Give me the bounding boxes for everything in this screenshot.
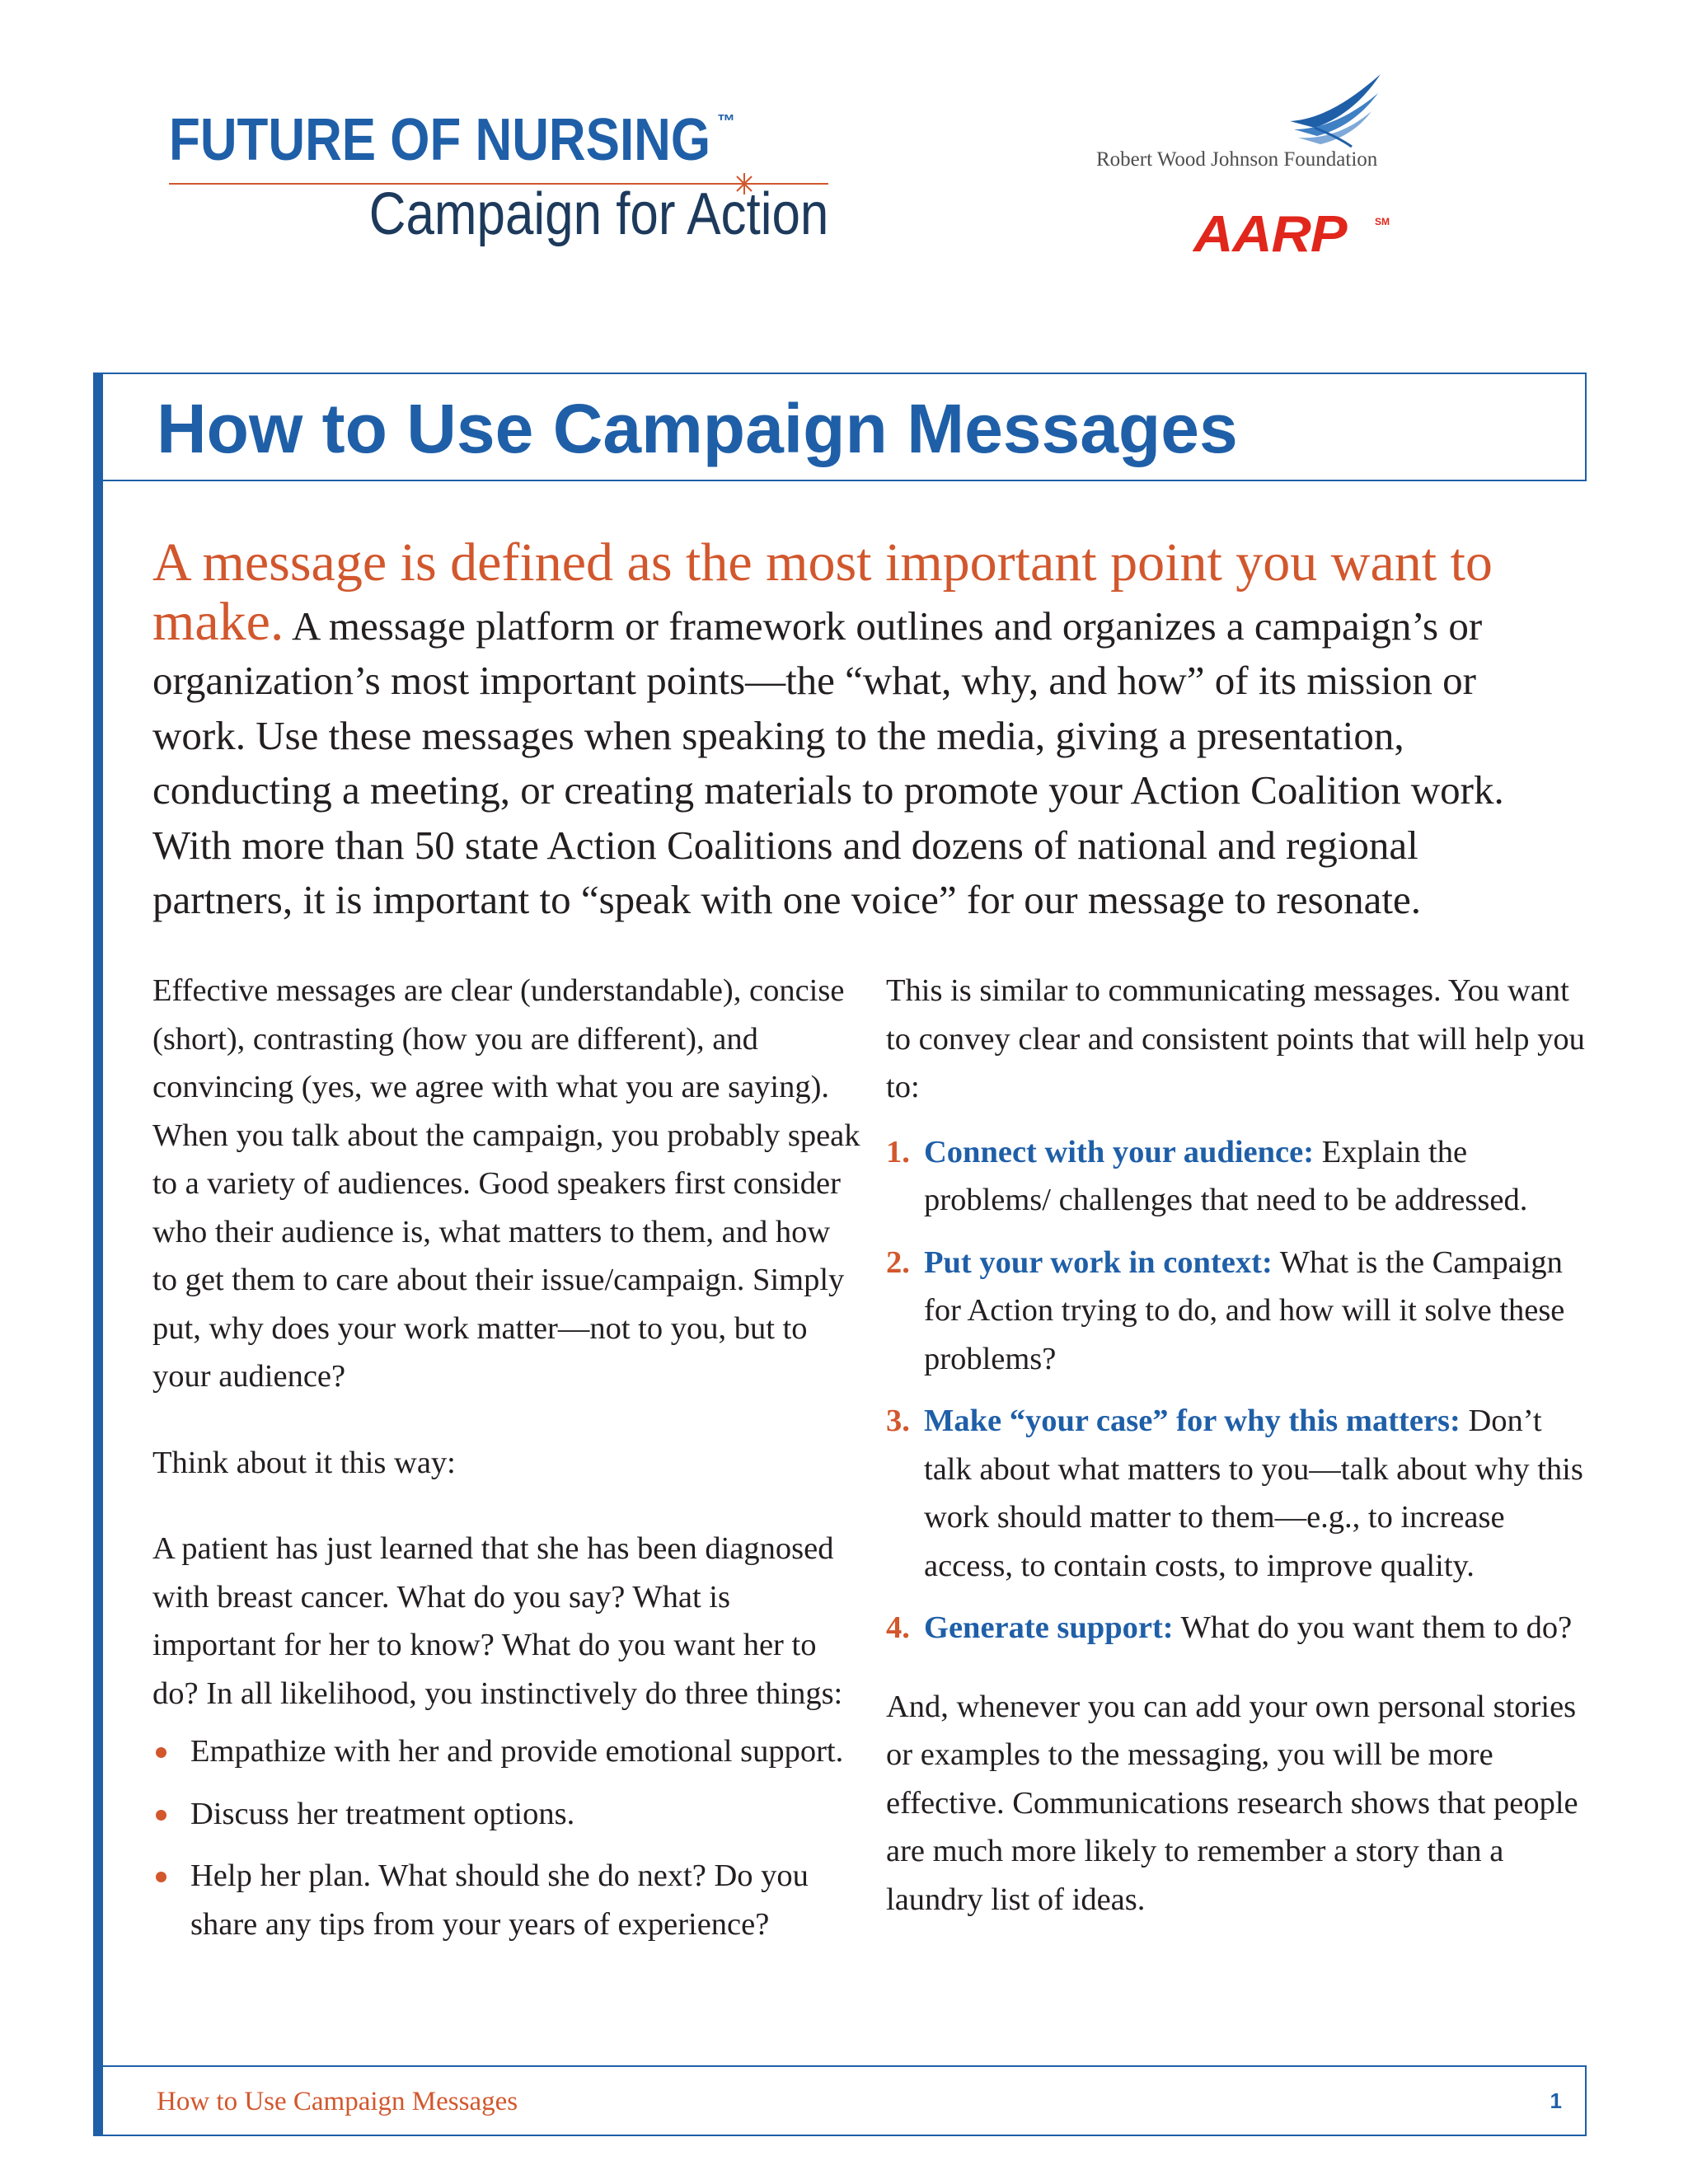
list-item [886, 1239, 1595, 1384]
item-text: Don’t talk about what matters to you—talk about why this work should matter to them—e.g., to increase access, to contain costs, to improve quality. [924, 1404, 1583, 1583]
list-item [152, 1790, 861, 1839]
bullet-text: Discuss her treatment options. [190, 1796, 575, 1831]
bullet-text: Help her plan. What should she do next? Do you share any tips from your years of experience? [190, 1858, 809, 1942]
list-item [886, 1604, 1595, 1652]
item-text: What is the Campaign for Action trying to do, and how will it solve these problems? [924, 1244, 1565, 1376]
bird-wings-icon [1286, 70, 1385, 148]
future-of-nursing-logo [169, 107, 845, 247]
title-box [93, 373, 1587, 481]
bullet-text: Empathize with her and provide emotional support. [190, 1734, 844, 1769]
item-heading: Connect with your audience: [924, 1134, 1315, 1169]
footer [93, 2065, 1587, 2136]
item-text: What do you want them to do? [1180, 1610, 1573, 1645]
bullet-icon [156, 1872, 166, 1882]
item-number: 2. [886, 1244, 910, 1280]
logo-subtitle: Campaign for Action [368, 181, 828, 247]
item-number: 3. [886, 1404, 910, 1438]
logo-trademark: ™ [717, 110, 735, 131]
item-number: 1. [886, 1134, 910, 1169]
aarp-logo: AARP [1193, 206, 1347, 263]
list-item [886, 1397, 1595, 1590]
rwjf-logo [1096, 70, 1393, 177]
right-column [886, 967, 1595, 1924]
bullet-icon [156, 1810, 166, 1821]
list-item [886, 1128, 1595, 1225]
left-column [152, 967, 861, 1962]
numbered-list [886, 1128, 1595, 1652]
item-number: 4. [886, 1610, 910, 1645]
item-heading: Generate support: [924, 1610, 1174, 1645]
page-number: 1 [1550, 2088, 1562, 2113]
logo-title: FUTURE OF NURSING [169, 107, 711, 173]
bullet-list [152, 1727, 861, 1948]
list-item [152, 1852, 861, 1948]
bullet-icon [156, 1747, 166, 1758]
left-paragraph-3: A patient has just learned that she has been diagnosed with breast cancer. What do you say? What is important for her to know? What do you want her to do? In all likelihood, you instinctively do three things: [152, 1531, 843, 1711]
item-heading: Make “your case” for why this matters: [924, 1404, 1461, 1438]
item-heading: Put your work in context: [924, 1244, 1273, 1280]
intro-paragraph [152, 532, 1554, 928]
right-paragraph-1: This is similar to communicating messages. You want to convey clear and consistent points that will help you to: [886, 973, 1585, 1104]
left-paragraph-2: Think about it this way: [152, 1445, 456, 1480]
right-paragraph-2: And, whenever you can add your own personal stories or examples to the messaging, you will be more effective. Communications research shows that people are much more likely to remember a story than a laundry list of ideas. [886, 1689, 1578, 1917]
footer-title: How to Use Campaign Messages [157, 2087, 518, 2116]
intro-body: A message platform or framework outlines and organizes a campaign’s or organization’s most important points—the “what, why, and how” of its mission or work. Use these messages when speaking to the media, giving a presentation, conducting a meeting, or creating materials to promote your Action Coalition work. With more than 50 state Action Coalitions and dozens of national and regional partners, it is important to “speak with one voice” for our message to resonate. [152, 602, 1504, 922]
intro-lead: A message is defined as the most important point you want to make. [152, 532, 1493, 652]
rwjf-name: Robert Wood Johnson Foundation [1096, 148, 1378, 171]
item-text: Explain the problems/ challenges that need to be addressed. [924, 1134, 1528, 1217]
page-title: How to Use Campaign Messages [157, 390, 1238, 467]
left-paragraph-1: Effective messages are clear (understandable), concise (short), contrasting (how you are different), and convincing (yes, we agree with what you are saying). When you talk about the campaign, you probably speak to a variety of audiences. Good speakers first consider who their audience is, what matters to them, and how to get them to care about their issue/campaign. Simply put, why does your work matter—not to you, but to your audience? [152, 973, 860, 1394]
aarp-service-mark: SM [1375, 216, 1390, 227]
left-accent-bar [93, 373, 103, 2136]
list-item [152, 1727, 861, 1776]
